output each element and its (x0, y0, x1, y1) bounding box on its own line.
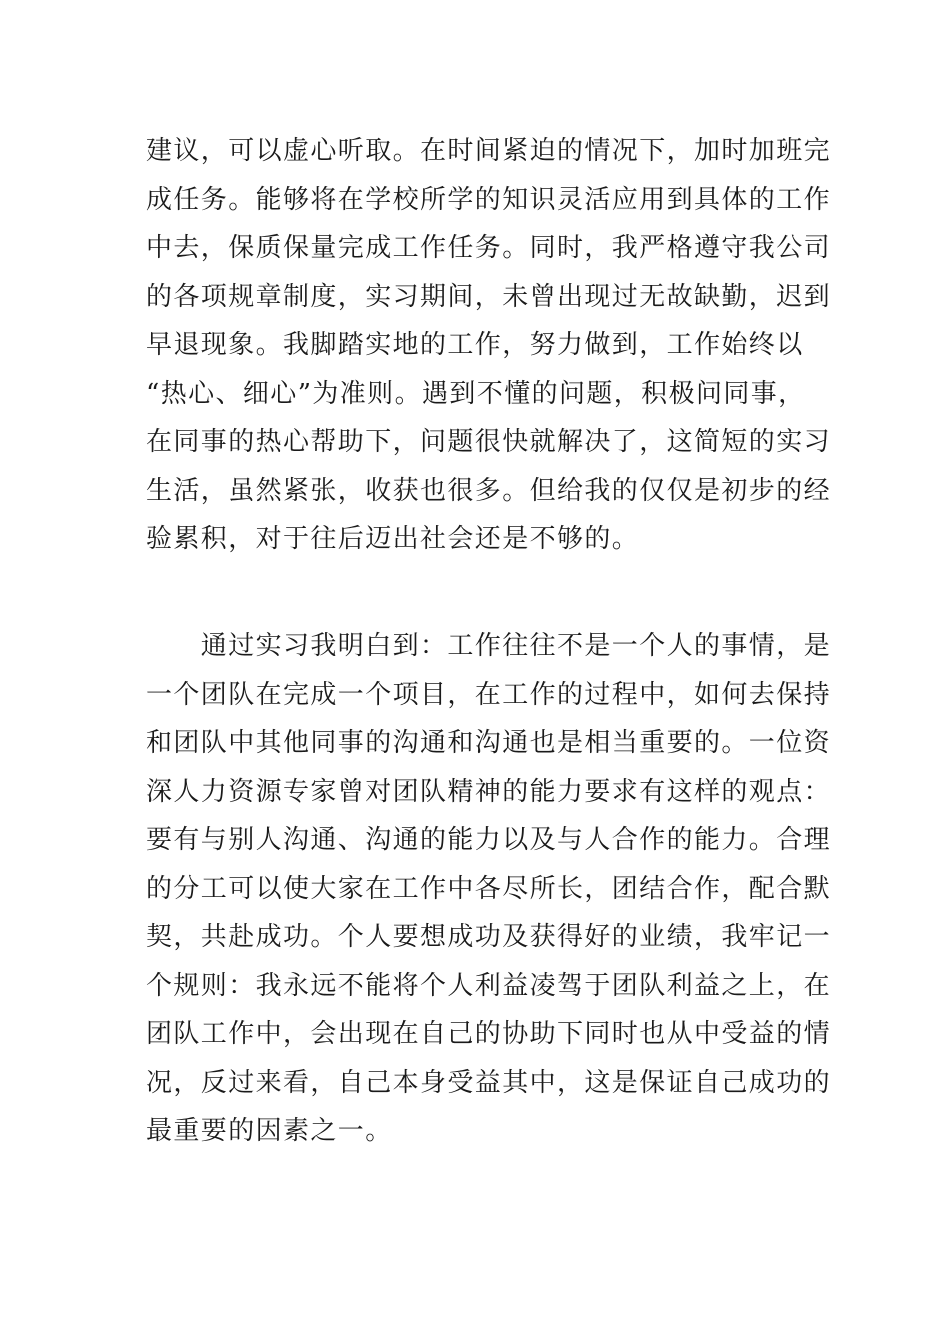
text-line: 建议，可以虚心听取。在时间紧迫的情况下，加时加班完 (146, 136, 832, 166)
text-line: 要有与别人沟通、沟通的能力以及与人合作的能力。合理 (146, 825, 832, 855)
text-line: 生活，虽然紧张，收获也很多。但给我的仅仅是初步的经 (146, 475, 832, 506)
text-line: 深人力资源专家曾对团队精神的能力要求有这样的观点： (146, 776, 832, 807)
text-line: 验累积，对于往后迈出社会还是不够的。 (146, 524, 640, 554)
text-line: 最重要的因素之一。 (146, 1116, 393, 1146)
paragraph (146, 622, 832, 1156)
text-line: 契，共赴成功。个人要想成功及获得好的业绩，我牢记一 (146, 922, 832, 952)
text-line: 在同事的热心帮助下，问题很快就解决了，这简短的实习 (146, 427, 832, 457)
text-line: 一个团队在完成一个项目，在工作的过程中，如何去保持 (146, 679, 832, 710)
text-line: “热心、细心”为准则。遇到不懂的问题，积极问同事， (146, 378, 806, 409)
text-line: 团队工作中，会出现在自己的协助下同时也从中受益的情 (146, 1019, 832, 1049)
text-line: 早退现象。我脚踏实地的工作，努力做到，工作始终以 (146, 330, 804, 360)
text-line: 通过实习我明白到：工作往往不是一个人的事情，是 (146, 631, 832, 661)
text-line: 的各项规章制度，实习期间，未曾出现过无故缺勤，迟到 (146, 281, 832, 312)
paragraph (146, 127, 832, 564)
text-line: 的分工可以使大家在工作中各尽所长，团结合作，配合默 (146, 873, 832, 904)
text-line: 个规则：我永远不能将个人利益凌驾于团队利益之上，在 (146, 970, 832, 1001)
text-line: 况，反过来看，自己本身受益其中，这是保证自己成功的 (146, 1067, 832, 1098)
text-line: 中去，保质保量完成工作任务。同时，我严格遵守我公司 (146, 233, 832, 263)
text-line: 成任务。能够将在学校所学的知识灵活应用到具体的工作 (146, 184, 832, 215)
text-line: 和团队中其他同事的沟通和沟通也是相当重要的。一位资 (146, 728, 832, 758)
